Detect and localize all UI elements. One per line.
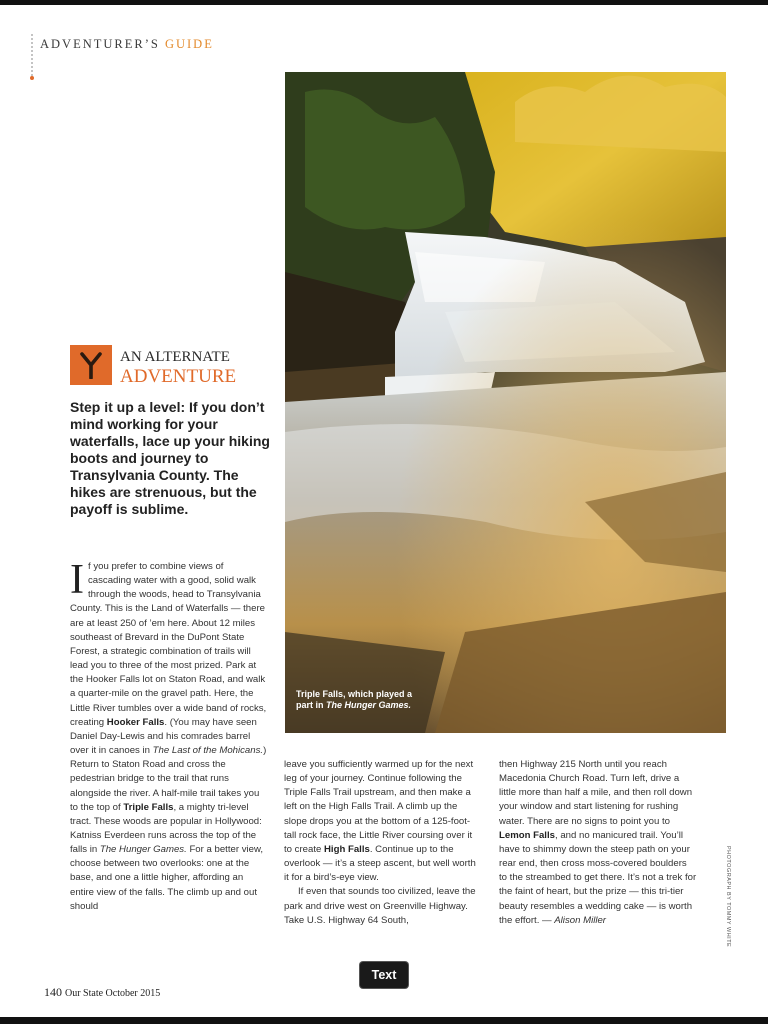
article-column-3 <box>499 758 697 928</box>
accent-dot <box>30 76 34 80</box>
col2-text-a: leave you sufficiently warmed up for the next leg of your journey. Continue following the Triple Falls Trail upstream, and then make a left on the High Falls Trail. A climb up the slope drops you at the bottom of a 125-foot-tall rock face, the Little River coursing over it to create <box>284 759 474 855</box>
sidebar-heading-line1: AN ALTERNATE <box>120 349 230 365</box>
col2-paragraph-2: If even that sounds too civilized, leave the park and drive west on Greenville Highway. Take U.S. Highway 64 South, <box>284 886 476 926</box>
page-number: 140 <box>44 985 62 999</box>
photo-credit <box>722 846 732 946</box>
high-falls-bold: High Falls <box>324 843 370 855</box>
article-column-2 <box>284 758 482 928</box>
col3-text-c: , and no manicured trail. You’ll have to shimmy down the steep path on your rear end, then cross moss-covered boulders to the streambed to get there. It’s not a trek for the faint of heart, but the prize — this tri-tier beauty resembles a wedding cake — is worth the effort. — <box>499 829 697 926</box>
page-folio <box>44 985 160 1000</box>
hunger-games-italic: The Hunger Games. <box>99 844 187 856</box>
col1-text-g: , a mighty tri-level tract. These woods are popular in Hollywood: Katniss Everdeen runs across the top of the falls in <box>70 801 262 856</box>
sidebar-deck: Step it up a level: If you don’t mind working for your waterfalls, lace up your hiking boots and journey to Transylvania County. The hikes are strenuous, but the payoff is sublime. <box>70 399 270 517</box>
hooker-falls-bold: Hooker Falls <box>106 716 165 728</box>
col1-text-a: f you prefer to combine views of cascading water with a good, solid walk through the woods, head to Transylvania County. This is the Land of Waterfalls — there are at least 250 of ’em here. About 12 miles southeast of Brevard in the DuPont State Forest, a strategic combination of trails will lead you to three of the most prized. Park at the Hooker Falls lot on Staton Road, and walk a quarter-mile on the gravel path. Here, the Little River tumbles over a wide band of rocks, creating <box>70 561 267 728</box>
lemon-falls-bold: Lemon Falls <box>499 829 555 841</box>
sidebar-heading-line2: ADVENTURE <box>120 366 237 387</box>
photo-caption-text: Triple Falls, which played a part in <box>296 689 413 710</box>
triple-falls-bold: Triple Falls <box>123 801 174 813</box>
section-label-accent: GUIDE <box>164 37 214 51</box>
section-label-prefix: ADVENTURER’S <box>40 37 165 51</box>
author-byline: Alison Miller <box>554 914 606 926</box>
section-label <box>40 37 214 52</box>
waterfall-photo <box>285 72 726 733</box>
photo-credit-text: PHOTOGRAPH BY TOMMY WHITE <box>725 846 731 948</box>
text-view-button[interactable]: Text <box>360 962 408 988</box>
article-column-1 <box>70 557 268 914</box>
magazine-issue: Our State October 2015 <box>65 988 161 999</box>
photo-caption-title: The Hunger Games. <box>326 700 412 710</box>
dotted-rule <box>31 33 33 79</box>
sidebar-heading <box>120 347 236 387</box>
col3-text-a: then Highway 215 North until you reach Macedonia Church Road. Turn left, drive a little more than half a mile, and then roll down your window and start listening for rushing water. There are no signs to point you to <box>499 759 693 827</box>
mohicans-italic: The Last of the Mohicans. <box>152 745 264 757</box>
bottom-edge-bar <box>0 1017 768 1024</box>
col1-text-e: ) Return to Staton Road and cross the pedestrian bridge to the trail that runs alongside the river. A half-mile trail takes you to the top of <box>70 745 267 813</box>
col1-text-i: For a better view, choose between two overlooks: one at the base, and one a little higher, affording an entire view of the falls. The climb up and out should <box>70 844 264 912</box>
fork-signpost-icon <box>70 345 112 385</box>
photo-caption <box>296 689 416 711</box>
col2-text-c: . Continue up to the overlook — it’s a steep ascent, but well worth it for a bird’s-eye view. <box>284 843 476 884</box>
col1-text-c: . (You may have seen Daniel Day-Lewis and his comrades barrel over it in canoes in <box>70 716 257 757</box>
top-edge-bar <box>0 0 768 5</box>
drop-cap: I <box>70 557 84 603</box>
